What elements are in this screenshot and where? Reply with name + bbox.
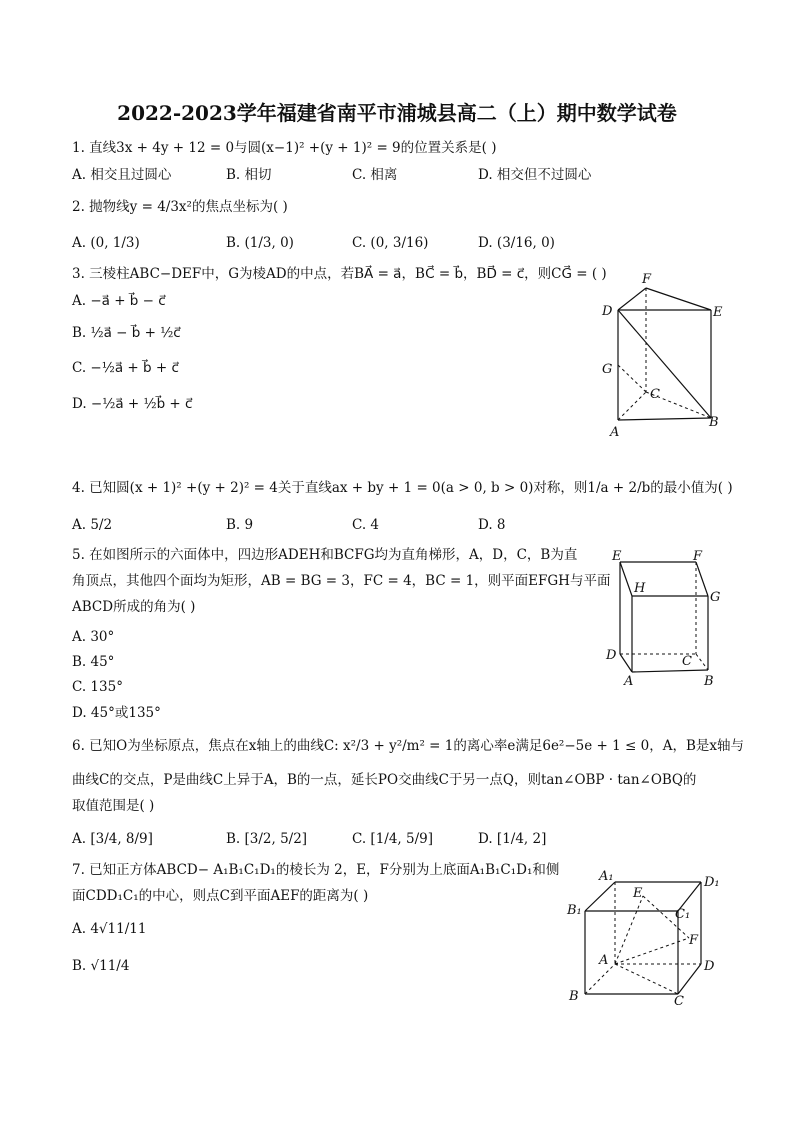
hex-label-a: A	[624, 674, 634, 688]
hex-label-d: D	[606, 648, 617, 663]
prism-figure	[596, 270, 726, 444]
q1-option-c: C. 相离	[352, 167, 398, 183]
question-4-stem: 4. 已知圆(x + 1)² +(y + 2)² = 4关于直线ax + by + 1 = 0(a > 0, b > 0)对称，则1/a + 2/b的最小值为( )	[72, 480, 733, 496]
hex-label-h: H	[634, 581, 646, 596]
q6-option-c: C. [1/4, 5/9]	[352, 831, 433, 847]
question-7-stem-line-2: 面CDD₁C₁的中心，则点C到平面AEF的距离为( )	[72, 888, 369, 904]
question-5-stem-line-3: ABCD所成的角为( )	[72, 599, 196, 615]
q5-option-d: D. 45°或135°	[72, 705, 161, 721]
cube-label-c1: C₁	[675, 907, 691, 922]
cube-label-e: E	[633, 886, 643, 901]
cube-figure	[563, 866, 723, 1012]
q2-option-a: A. (0, 1/3)	[72, 235, 140, 251]
q1-option-d: D. 相交但不过圆心	[478, 167, 592, 183]
cube-label-c: C	[674, 994, 684, 1008]
question-3-stem: 3. 三棱柱ABC−DEF中，G为棱AD的中点，若BA⃗ = a⃗，BC⃗ = b⃗，BD⃗ = c⃗，则CG⃗ = ( )	[72, 266, 607, 282]
cube-label-b1: B₁	[567, 903, 582, 918]
q1-option-a: A. 相交且过圆心	[72, 167, 172, 183]
q7-option-b: B. √11/4	[72, 958, 130, 974]
q4-option-b: B. 9	[226, 517, 254, 533]
q1-option-b: B. 相切	[226, 167, 272, 183]
hex-label-g: G	[710, 590, 721, 605]
question-2-stem: 2. 抛物线y = 4/3x²的焦点坐标为( )	[72, 199, 288, 215]
page-title: 2022-2023学年福建省南平市浦城县高二（上）期中数学试卷	[117, 101, 677, 125]
q4-option-a: A. 5/2	[72, 517, 113, 533]
hexahedron-figure	[604, 546, 722, 692]
hex-label-f: F	[693, 549, 703, 564]
q6-option-a: A. [3/4, 8/9]	[72, 831, 153, 847]
q3-option-c: C. −½a⃗ + b⃗ + c⃗	[72, 360, 179, 376]
q3-option-d: D. −½a⃗ + ½b⃗ + c⃗	[72, 396, 193, 412]
q3-option-a: A. −a⃗ + b⃗ − c⃗	[72, 293, 166, 309]
q2-option-b: B. (1/3, 0)	[226, 235, 294, 251]
question-7-stem-line-1: 7. 已知正方体ABCD− A₁B₁C₁D₁的棱长为 2，E，F分别为上底面A₁B₁C₁D₁和侧	[72, 862, 560, 878]
q6-option-b: B. [3/2, 5/2]	[226, 831, 308, 847]
question-5-stem-line-2: 角顶点，其他四个面均为矩形，AB = BG = 3，FC = 4，BC = 1，则平面EFGH与平面	[72, 573, 611, 589]
cube-label-a1: A₁	[599, 869, 614, 884]
question-6-stem-line-1: 6. 已知O为坐标原点，焦点在x轴上的曲线C: x²/3 + y²/m² = 1的离心率e满足6e²−5e + 1 ≤ 0，A，B是x轴与	[72, 738, 744, 754]
q4-option-d: D. 8	[478, 517, 506, 533]
cube-label-b: B	[569, 989, 579, 1004]
prism-label-e: E	[713, 305, 723, 320]
question-1-stem: 1. 直线3x + 4y + 12 = 0与圆(x−1)² +(y + 1)² = 9的位置关系是( )	[72, 140, 497, 156]
q7-option-a: A. 4√11/11	[72, 921, 147, 937]
q4-option-c: C. 4	[352, 517, 380, 533]
prism-label-b: B	[709, 415, 719, 430]
hex-label-c: C	[682, 654, 692, 669]
question-6-stem-line-2: 曲线C的交点，P是曲线C上异于A，B的一点，延长PO交曲线C于另一点Q，则tan∠OBP · tan∠OBQ的	[72, 772, 697, 788]
question-6-stem-line-3: 取值范围是( )	[72, 798, 155, 814]
question-5-stem-line-1: 5. 在如图所示的六面体中，四边形ADEH和BCFG均为直角梯形，A，D，C，B为直	[72, 547, 578, 563]
prism-label-g: G	[602, 362, 613, 377]
cube-label-f: F	[689, 933, 699, 948]
prism-label-a: A	[610, 425, 620, 440]
q5-option-c: C. 135°	[72, 679, 123, 695]
q5-option-b: B. 45°	[72, 654, 115, 670]
q2-option-c: C. (0, 3/16)	[352, 235, 429, 251]
q3-option-b: B. ½a⃗ − b⃗ + ½c⃗	[72, 325, 181, 341]
q6-option-d: D. [1/4, 2]	[478, 831, 547, 847]
prism-label-f: F	[642, 272, 652, 287]
prism-label-c: C	[650, 387, 660, 402]
cube-label-d1: D₁	[704, 875, 720, 890]
cube-label-a: A	[599, 953, 609, 968]
q2-option-d: D. (3/16, 0)	[478, 235, 555, 251]
hex-label-e: E	[612, 549, 622, 564]
cube-label-d: D	[704, 959, 715, 974]
hex-label-b: B	[704, 674, 714, 688]
q5-option-a: A. 30°	[72, 629, 115, 645]
prism-label-d: D	[602, 304, 613, 319]
